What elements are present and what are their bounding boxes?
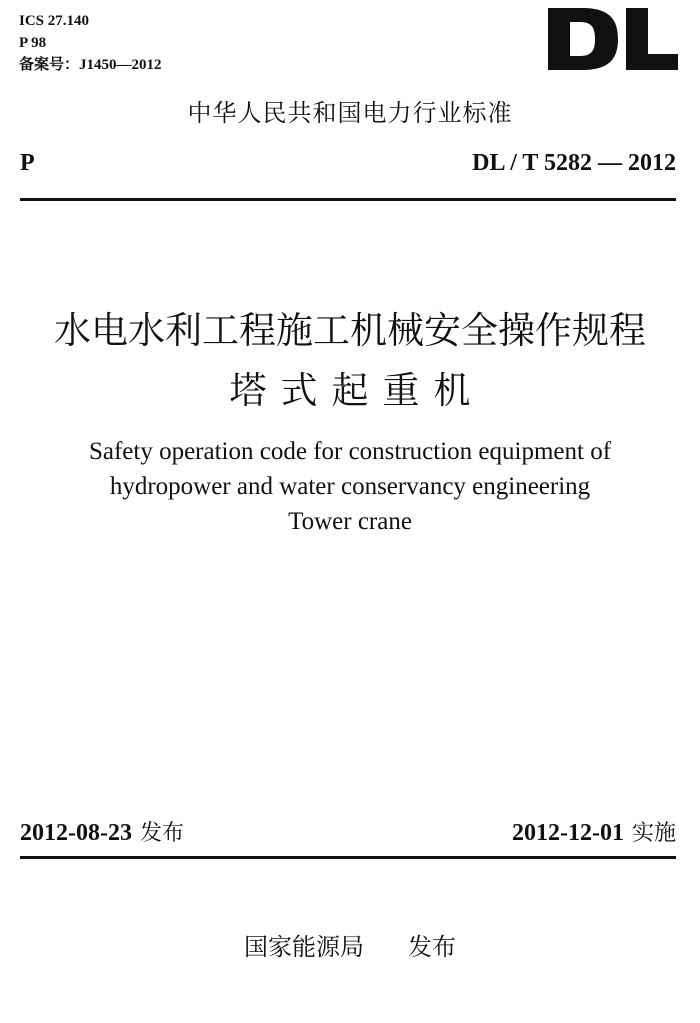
classification-code: P — [20, 150, 35, 176]
title-cn-line2: 塔式起重机 — [229, 369, 485, 412]
issuer-name: 国家能源局 — [244, 933, 364, 961]
issuer-block — [0, 930, 700, 964]
implement-date-block — [512, 818, 676, 849]
issue-label: 发布 — [139, 821, 184, 846]
implement-label: 实施 — [631, 821, 676, 846]
standard-number: DL / T 5282 — 2012 — [472, 150, 676, 176]
top-divider — [20, 198, 676, 201]
implement-date: 2012-12-01 — [512, 820, 624, 846]
title-en-line1: Safety operation code for construction equipment of — [88, 438, 612, 465]
title-en-line3: Tower crane — [288, 508, 412, 535]
issue-date-block — [20, 818, 184, 849]
bottom-divider — [20, 856, 676, 859]
dl-logo — [548, 8, 678, 70]
record-number: 备案号：J1450—2012 — [19, 57, 162, 73]
industry-standard-title: 中华人民共和国电力行业标准 — [187, 99, 513, 127]
issuer-action: 发布 — [408, 933, 456, 961]
title-cn-line1: 水电水利工程施工机械安全操作规程 — [54, 309, 646, 352]
title-en-line2: hydropower and water conservancy engineering — [109, 473, 591, 500]
ics-code: ICS 27.140 — [19, 13, 90, 29]
issue-date: 2012-08-23 — [20, 820, 132, 846]
class-code: P 98 — [19, 35, 47, 51]
